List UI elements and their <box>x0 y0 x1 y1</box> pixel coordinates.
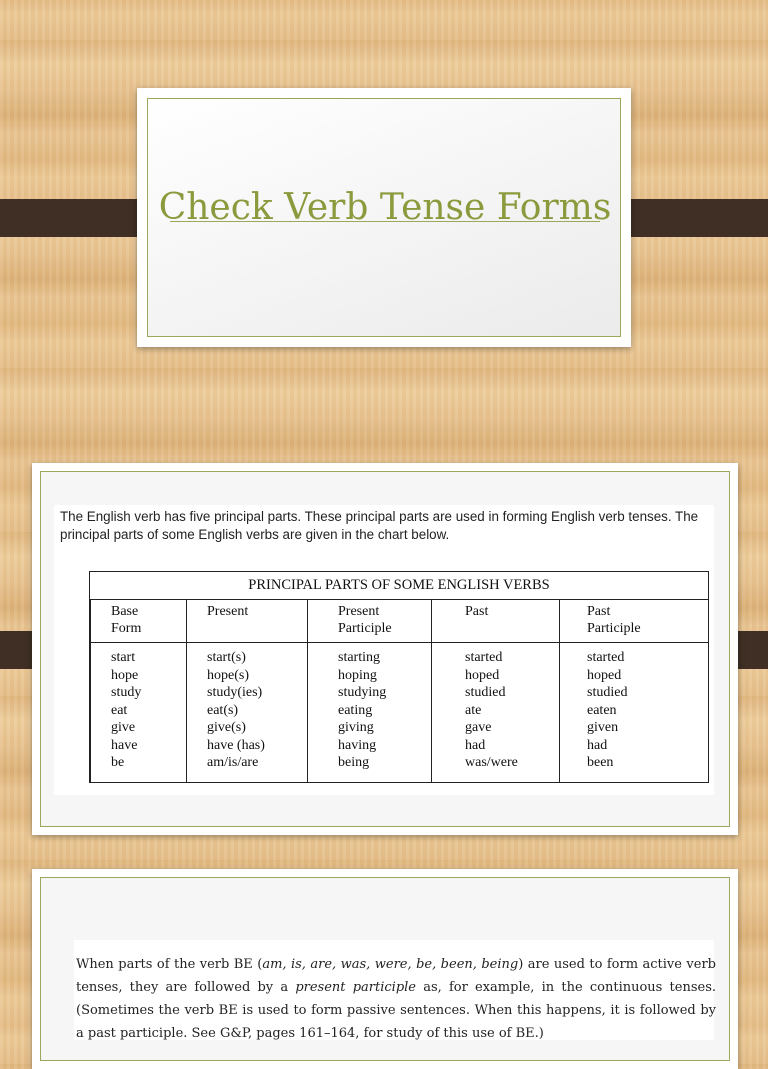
table-cell: studied <box>465 685 506 700</box>
table-cell: being <box>338 755 370 770</box>
table-cell: giving <box>338 720 374 735</box>
decor-bar-left-1 <box>0 199 155 237</box>
table-cell: hoped <box>587 667 622 683</box>
table-cell: studying <box>338 685 387 700</box>
table-cell: study <box>111 685 142 700</box>
column-present-participle <box>307 599 432 782</box>
table-cell: eat(s) <box>207 702 239 718</box>
column-cells <box>207 649 265 772</box>
column-past-participle <box>559 599 708 782</box>
table-cell: be <box>111 755 125 770</box>
column-cells <box>338 649 386 772</box>
table-title: PRINCIPAL PARTS OF SOME ENGLISH VERBS <box>90 572 708 600</box>
column-header: Base Form <box>91 599 187 643</box>
table-cell: starting <box>338 650 380 665</box>
table-cell: started <box>587 650 625 665</box>
column-cells <box>111 649 141 772</box>
table-cell: start <box>111 650 136 665</box>
table-cell: have (has) <box>207 737 265 753</box>
table-cell: hoped <box>465 667 500 683</box>
table-cell: ate <box>465 702 482 718</box>
column-cells <box>587 649 627 772</box>
column-header: Present Participle <box>308 599 432 643</box>
decor-bar-right-1 <box>612 199 768 237</box>
table-cell: eat <box>111 702 128 718</box>
table-cell: study(ies) <box>207 685 263 700</box>
slide-title: Check Verb Tense Forms <box>158 187 612 228</box>
table-cell: had <box>465 737 486 753</box>
table-cell: hope <box>111 667 139 683</box>
column-base-form <box>90 599 187 782</box>
para-text: as, for example, in the continuous tenses. (Sometimes the verb BE is used to form passive sentences. When this happens, it is followed by a past participle. See G&P, pages 161–164, for study of this use of BE.) <box>76 980 717 1041</box>
column-present <box>186 599 308 782</box>
column-header: Past Participle <box>560 599 708 643</box>
table-cell: give(s) <box>207 720 246 735</box>
table-cell: have <box>111 737 138 753</box>
table-cell: hope(s) <box>207 667 249 683</box>
para-emphasis: present participle <box>295 980 417 995</box>
para-emphasis: am, is, are, was, were, be, been, being <box>262 957 519 972</box>
principal-parts-table <box>89 571 709 783</box>
para-text: ) are used to form active verb tenses, they are followed by a <box>76 957 716 995</box>
column-header: Past <box>432 599 560 643</box>
table-cell: given <box>587 720 619 735</box>
para-text: When parts of the verb BE ( <box>76 957 263 972</box>
table-cell: eating <box>338 702 373 718</box>
column-past <box>431 599 560 782</box>
table-cell: give <box>111 720 136 735</box>
table-cell: am/is/are <box>207 755 259 770</box>
column-header: Present <box>187 599 308 643</box>
intro-text: The English verb has five principal parts. These principal parts are used in forming English verb tenses. The principal parts of some English verbs are given in the chart below. <box>60 509 699 542</box>
table-cell: eaten <box>587 702 617 718</box>
table-cell: start(s) <box>207 650 246 665</box>
table-cell: was/were <box>465 755 518 770</box>
column-cells <box>465 649 518 772</box>
table-cell: gave <box>465 720 492 735</box>
table-cell: hoping <box>338 667 377 683</box>
table-cell: having <box>338 737 377 753</box>
table-cell: started <box>465 650 503 665</box>
be-verb-paragraph <box>76 953 716 1045</box>
table-cell: had <box>587 737 608 753</box>
table-cell: studied <box>587 685 628 700</box>
table-cell: been <box>587 755 614 770</box>
